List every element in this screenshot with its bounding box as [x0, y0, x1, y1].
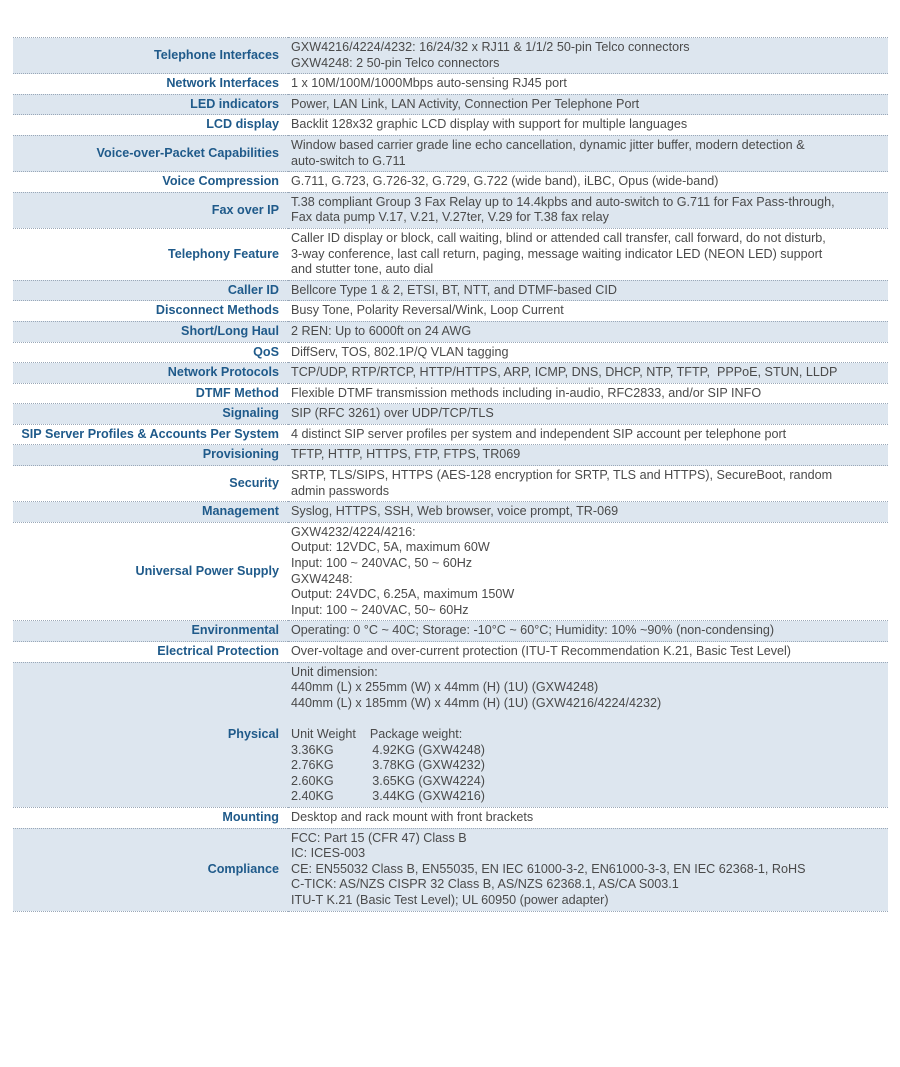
spec-table	[13, 37, 888, 912]
spec-row-signaling	[13, 404, 888, 425]
spec-label: Network Interfaces	[166, 76, 279, 91]
spec-value: T.38 compliant Group 3 Fax Relay up to 14.4kpbs and auto-switch to G.711 for Fax Pass-through, Fax data pump V.17, V.21, V.27ter, V.29 for T.38 fax relay	[291, 194, 835, 225]
spec-row-provisioning	[13, 445, 888, 466]
spec-table-body	[13, 38, 888, 912]
spec-row-telephony-feature	[13, 228, 888, 280]
spec-label: Telephone Interfaces	[153, 47, 279, 62]
spec-label: Signaling	[222, 406, 279, 421]
spec-label: Mounting	[222, 809, 279, 824]
spec-label: Disconnect Methods	[155, 303, 279, 318]
spec-row-disconnect-methods	[13, 301, 888, 322]
spec-value: Backlit 128x32 graphic LCD display with support for multiple languages	[291, 117, 688, 132]
spec-label: Caller ID	[227, 282, 279, 297]
spec-value: Window based carrier grade line echo cancellation, dynamic jitter buffer, modern detection & auto-switch to G.711	[291, 137, 805, 168]
spec-label: Provisioning	[202, 447, 279, 462]
spec-row-qos	[13, 342, 888, 363]
spec-label: Fax over IP	[211, 202, 279, 217]
spec-label: DTMF Method	[195, 385, 279, 400]
spec-value: Bellcore Type 1 & 2, ETSI, BT, NTT, and DTMF-based CID	[291, 282, 617, 297]
spec-row-universal-power-supply	[13, 522, 888, 621]
spec-row-voice-compression	[13, 172, 888, 193]
spec-value: Unit dimension: 440mm (L) x 255mm (W) x 44mm (H) (1U) (GXW4248) 440mm (L) x 185mm (W) x 44mm (H) (1U) (GXW4216/4224/4232) Unit Weight Package weight: 3.36KG 4.92KG (GXW4248) 2.76KG 3.78KG (GXW4232) 2.60KG 3.65KG (GXW4224) 2.40KG 3.44KG (GXW4216)	[291, 664, 662, 804]
spec-row-network-interfaces	[13, 74, 888, 95]
spec-label: Voice Compression	[162, 174, 279, 189]
spec-row-fax-over-ip	[13, 192, 888, 228]
spec-label: Security	[229, 475, 279, 490]
spec-row-security	[13, 466, 888, 502]
spec-value: FCC: Part 15 (CFR 47) Class B IC: ICES-003 CE: EN55032 Class B, EN55035, EN IEC 61000-3-2, EN61000-3-3, EN IEC 62368-1, RoHS C-TICK: AS/NZS CISPR 32 Class B, AS/NZS 62368.1, AS/CA S003.1 ITU-T K.21 (Basic Test Level); UL 60950 (power adapter)	[291, 830, 806, 907]
spec-label: Voice-over-Packet Capabilities	[96, 145, 279, 160]
spec-value: Flexible DTMF transmission methods including in-audio, RFC2833, and/or SIP INFO	[291, 385, 762, 400]
spec-row-lcd-display	[13, 115, 888, 136]
spec-value: Power, LAN Link, LAN Activity, Connection Per Telephone Port	[291, 96, 640, 111]
spec-label: QoS	[253, 344, 279, 359]
spec-label: Environmental	[191, 623, 279, 638]
spec-row-network-protocols	[13, 363, 888, 384]
spec-value: Syslog, HTTPS, SSH, Web browser, voice prompt, TR-069	[291, 504, 619, 519]
spec-value: 1 x 10M/100M/1000Mbps auto-sensing RJ45 port	[291, 76, 567, 91]
spec-value: GXW4232/4224/4216: Output: 12VDC, 5A, maximum 60W Input: 100 ~ 240VAC, 50 ~ 60Hz GXW4248: Output: 24VDC, 6.25A, maximum 150W Input: 100 ~ 240VAC, 50~ 60Hz	[291, 524, 515, 617]
spec-value: Over-voltage and over-current protection (ITU-T Recommendation K.21, Basic Test Level)	[291, 644, 792, 658]
spec-row-voice-over-packet	[13, 135, 888, 171]
spec-value: Operating: 0 °C ~ 40C; Storage: -10°C ~ 60°C; Humidity: 10% ~90% (non-condensing)	[291, 623, 775, 638]
spec-row-management	[13, 502, 888, 523]
spec-row-mounting	[13, 807, 888, 828]
spec-value: TCP/UDP, RTP/RTCP, HTTP/HTTPS, ARP, ICMP, DNS, DHCP, NTP, TFTP, PPPoE, STUN, LLDP	[291, 365, 838, 380]
spec-row-electrical-protection	[13, 642, 888, 663]
spec-value: 2 REN: Up to 6000ft on 24 AWG	[291, 323, 472, 338]
spec-label: LED indicators	[190, 96, 279, 111]
spec-value: 4 distinct SIP server profiles per system and independent SIP account per telephone port	[291, 426, 787, 441]
spec-value: Busy Tone, Polarity Reversal/Wink, Loop Current	[291, 303, 564, 318]
spec-label: Physical	[227, 726, 279, 741]
spec-label: SIP Server Profiles & Accounts Per System	[21, 426, 279, 441]
spec-value: GXW4216/4224/4232: 16/24/32 x RJ11 & 1/1/2 50-pin Telco connectors GXW4248: 2 50-pin Telco connectors	[291, 40, 690, 70]
spec-label: Short/Long Haul	[181, 323, 279, 338]
spec-label: Universal Power Supply	[135, 563, 279, 578]
spec-value: TFTP, HTTP, HTTPS, FTP, FTPS, TR069	[291, 447, 521, 462]
spec-label: Compliance	[207, 861, 279, 876]
spec-row-caller-id	[13, 280, 888, 301]
spec-value: Caller ID display or block, call waiting, blind or attended call transfer, call forward, do not disturb, 3-way conference, last call return, paging, message waiting indicator LED (NEON LED) support and stutter tone, auto dial	[291, 230, 826, 277]
spec-label: Electrical Protection	[157, 644, 279, 658]
spec-label: Telephony Feature	[167, 246, 279, 261]
spec-value: SIP (RFC 3261) over UDP/TCP/TLS	[291, 406, 494, 421]
spec-row-sip-server-profiles	[13, 424, 888, 445]
spec-value: DiffServ, TOS, 802.1P/Q VLAN tagging	[291, 344, 509, 359]
spec-row-environmental	[13, 621, 888, 642]
spec-label: Management	[202, 504, 279, 519]
spec-row-physical	[13, 662, 888, 807]
spec-row-dtmf-method	[13, 383, 888, 404]
spec-label: LCD display	[206, 117, 279, 132]
spec-row-telephone-interfaces	[13, 38, 888, 74]
spec-row-compliance	[13, 828, 888, 911]
spec-label: Network Protocols	[167, 365, 279, 380]
spec-value: SRTP, TLS/SIPS, HTTPS (AES-128 encryption for SRTP, TLS and HTTPS), SecureBoot, random admin passwords	[291, 468, 833, 498]
spec-value: G.711, G.723, G.726-32, G.729, G.722 (wide band), iLBC, Opus (wide-band)	[291, 174, 719, 189]
spec-value: Desktop and rack mount with front brackets	[291, 809, 534, 824]
spec-row-led-indicators	[13, 94, 888, 115]
spec-row-short-long-haul	[13, 321, 888, 342]
